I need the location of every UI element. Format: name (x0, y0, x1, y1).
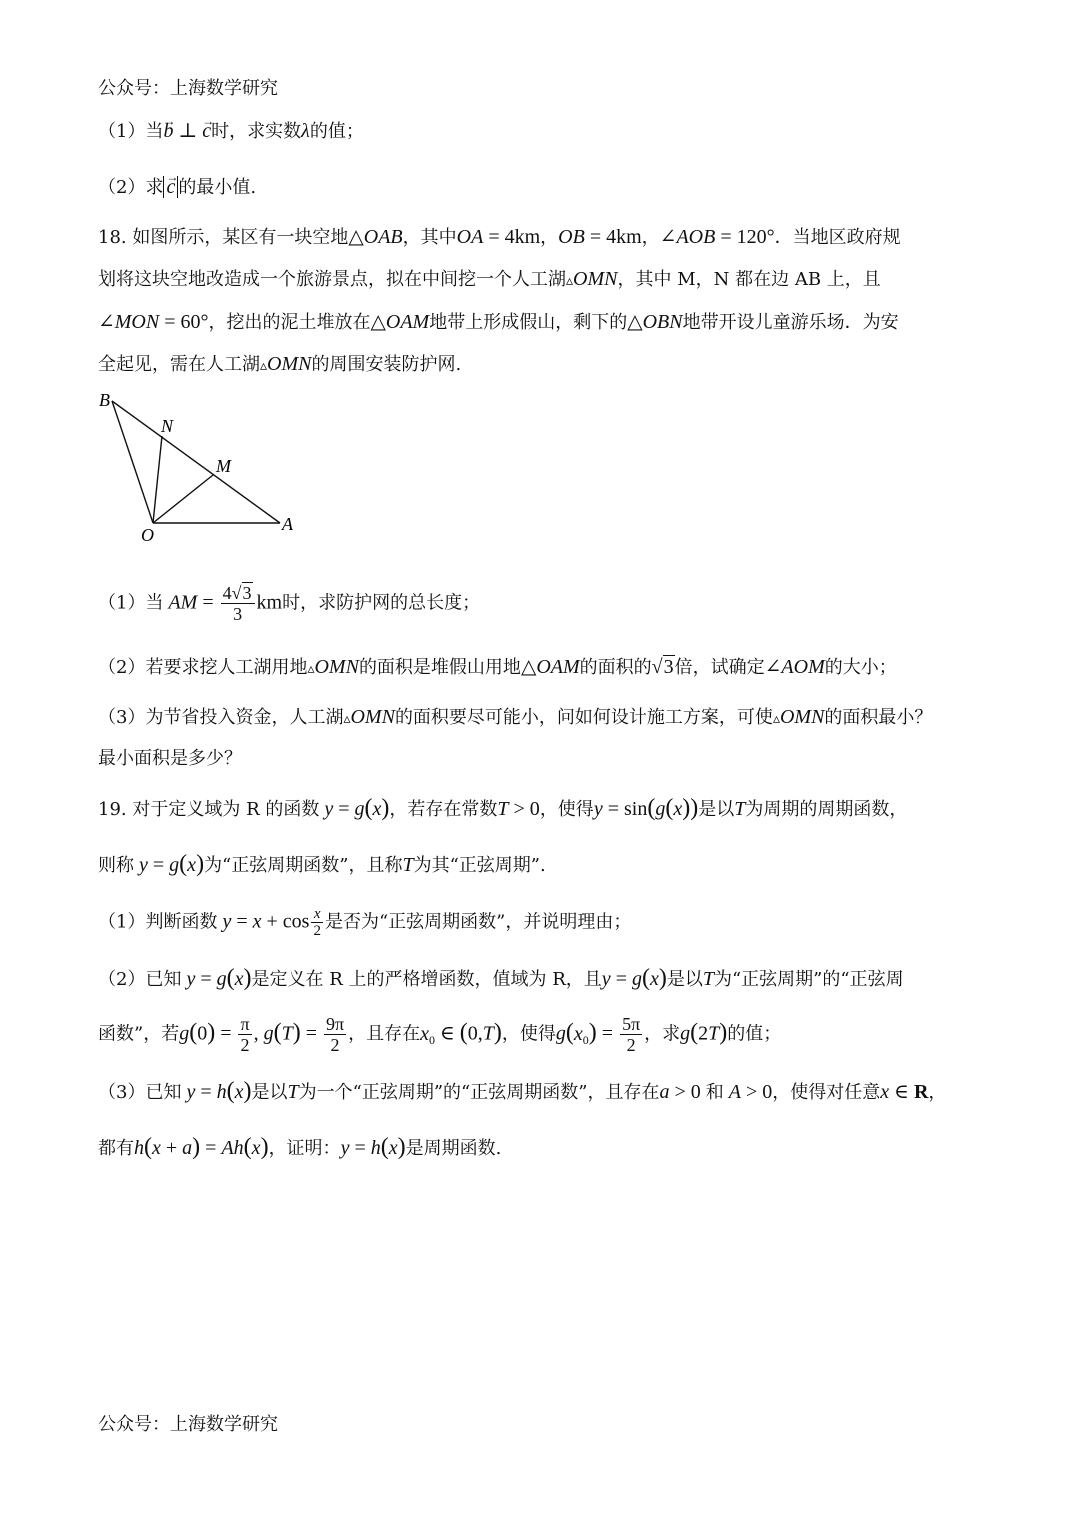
label-O: O (141, 525, 154, 545)
p19-q1: （1）判断函数 y = x + cos $\frac{x}{2}$ 是否为“正弦周期函数”，并说明理由； (98, 906, 632, 939)
p19-line1: 19. 对于定义域为 R 的函数 y = g(x)，若存在常数T > 0，使得y = sin(g(x))是以T为周期的周期函数， (98, 795, 908, 821)
p18-q3: （3）为节省投入资金，人工湖▵OMN的面积要尽可能小，问如何设计施工方案，可使▵OMN的面积最小？ (98, 706, 933, 728)
page-footer: 公众号：上海数学研究 (98, 1414, 278, 1435)
page-header: 公众号：上海数学研究 (98, 78, 278, 99)
p18-q2: （2）若要求挖人工湖用地▵OMN的面积是堆假山用地△OAM的面积的√3倍，试确定∠AOM的大小； (98, 656, 897, 678)
p19-line2: 则称 y = g(x)为“正弦周期函数”，且称T为其“正弦周期”. (98, 851, 546, 877)
segment-ON (153, 436, 162, 523)
side-OB (112, 401, 153, 523)
label-A: A (282, 514, 293, 534)
p18-line1: 18. 如图所示，某区有一块空地△OAB，其中OA = 4km，OB = 4km，∠AOB = 120°．当地区政府规 (98, 226, 901, 248)
triangle-figure (95, 388, 305, 548)
label-B: B (99, 390, 110, 410)
p18-q1: （1）当 AM = $\frac{4√3}{3}$ km时，求防护网的总长度； (98, 583, 481, 624)
side-AB (112, 401, 280, 523)
p19-q3-cont: 都有h(x + a) = Ah(x)，证明：y = h(x)是周期函数. (98, 1134, 502, 1160)
p18-line2: 划将这块空地改造成一个旅游景点，拟在中间挖一个人工湖▵OMN，其中 M，N 都在边 AB 上，且 (98, 268, 881, 290)
label-M: M (216, 456, 231, 476)
p18-line3: ∠MON = 60°，挖出的泥土堆放在△OAM地带上形成假山，剩下的△OBN地带开设儿童游乐场．为安 (98, 311, 899, 333)
p17-q2: （2）求→ c 的最小值. (98, 174, 256, 201)
p17-q1: （1）当→ b ⊥ → c时，求实数λ的值； (98, 118, 364, 145)
p19-q3: （3）已知 y = h(x)是以T为一个“正弦周期”的“正弦周期函数”，且存在a > 0 和 A > 0，使得对任意x ∈ R， (98, 1078, 947, 1104)
p18-line4: 全起见，需在人工湖▵OMN的周围安装防护网. (98, 353, 462, 375)
p18-q3-cont: 最小面积是多少？ (98, 748, 242, 769)
p19-q2-cont: 函数”，若g(0) = $\frac{\pi}{2}$ , g(T) = $\frac{9\pi}{2}$ ，且存在$x_0$ ∈ (0,T)，使得$g(x_0)$ = $\frac{5\pi}{2}$ ，求g(2T)的值； (98, 1014, 782, 1055)
segment-OM (153, 475, 213, 523)
label-N: N (161, 416, 174, 436)
p19-q2: （2）已知 y = g(x)是定义在 R 上的严格增函数，值域为 R，且y = g(x)是以T为“正弦周期”的“正弦周 (98, 965, 904, 991)
